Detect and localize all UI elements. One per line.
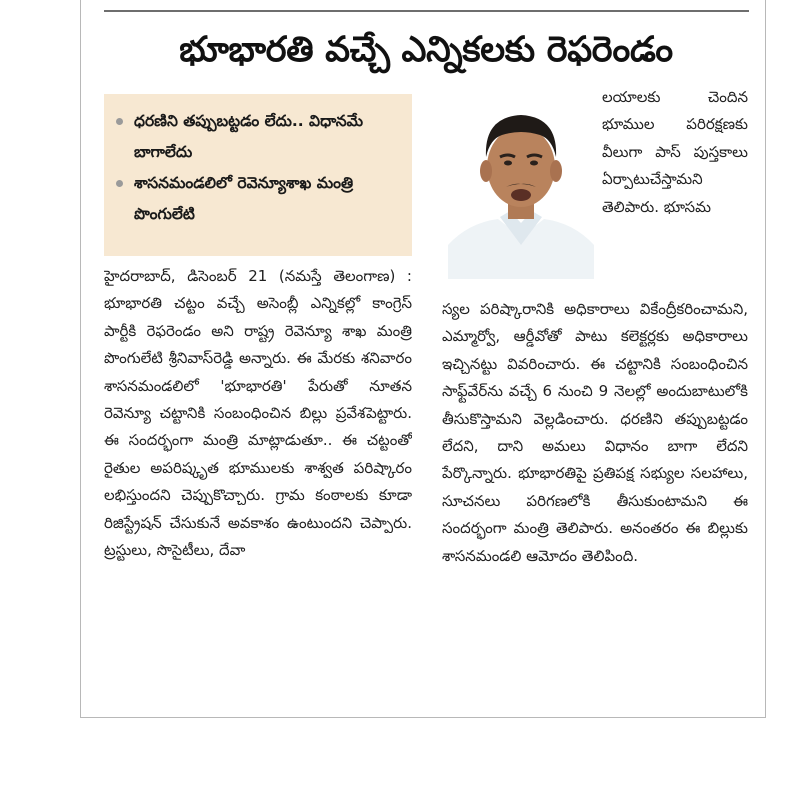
headline: భూభారతి వచ్చే ఎన్నికలకు రెఫరెండం (179, 30, 673, 70)
article-body-text: హైదరాబాద్, డిసెంబర్ 21 (నమస్తే తెలంగాణ) : భూభారతి చట్టం వచ్చే అసెంబ్లీ ఎన్నికల్లో కాంగ్రెస్ పార్టీకి రెఫరెండం అని రాష్ట్ర రెవెన్యూ శాఖ మంత్రి పొంగులేటి శ్రీనివాస్‌రెడ్డి అన్నారు. ఈ మేరకు శనివారం శాసనమండలిలో 'భూభారతి' పేరుతో నూతన రెవెన్యూ చట్టానికి సంబంధించిన బిల్లు ప్రవేశపెట్టారు. ఈ సందర్భంగా మంత్రి మాట్లాడుతూ.. ఈ చట్టంతో రైతుల అపరిష్కృత భూములకు శాశ్వత పరిష్కారం లభిస్తుందని చెప్పుకొచ్చారు. గ్రామ కంఠాలకు కూడా రిజిస్ట్రేషన్ చేసుకునే అవకాశం ఉంటుందని చెప్పారు. ట్రస్టులు, సొసైటీలు, దేవా (104, 267, 412, 560)
highlight-text: ధరణిని తప్పుబట్టడం లేదు.. విధానమే బాగాలేదు (134, 112, 364, 161)
highlight-text: శాసనమండలిలో రెవెన్యూశాఖ మంత్రి పొంగులేటి (134, 174, 354, 223)
bullet-icon (116, 118, 123, 125)
highlight-box (104, 94, 412, 256)
article-body-text: లయాలకు చెందిన భూముల పరిరక్షణకు వీలుగా పాస్ పుస్తకాలు ఏర్పాటుచేస్తామని తెలిపారు. భూసమ (602, 88, 748, 216)
article-body-column-left (104, 263, 412, 693)
top-rule (104, 10, 749, 12)
article-body-text: స్యల పరిష్కారానికి అధికారాలు వికేంద్రీకరించామని, ఎమ్మార్వో, ఆర్డీవోతో పాటు కలెక్టర్లకు అధికారాలు ఇచ్చినట్టు వివరించారు. ఈ చట్టానికి సంబంధించిన సాఫ్ట్‌వేర్‌ను వచ్చే 6 నుంచి 9 నెలల్లో అందుబాటులోకి తీసుకొస్తామని వెల్లడించారు. ధరణిని తప్పుబట్టడం లేదని, దాని అమలు విధానం బాగా లేదని పేర్కొన్నారు. భూభారతిపై ప్రతిపక్ష సభ్యుల సలహాలు, సూచనలు పరిగణలోకి తీసుకుంటామని ఈ సందర్భంగా మంత్రి తెలిపారు. అనంతరం ఈ బిల్లుకు శాసనమండలి ఆమోదం తెలిపింది. (442, 300, 748, 565)
highlight-item (114, 106, 406, 168)
article-body-column-right-top (602, 84, 748, 304)
person-photo-icon (448, 95, 594, 279)
highlight-item (114, 168, 406, 230)
bullet-icon (116, 180, 123, 187)
article-body-column-right (442, 296, 748, 696)
